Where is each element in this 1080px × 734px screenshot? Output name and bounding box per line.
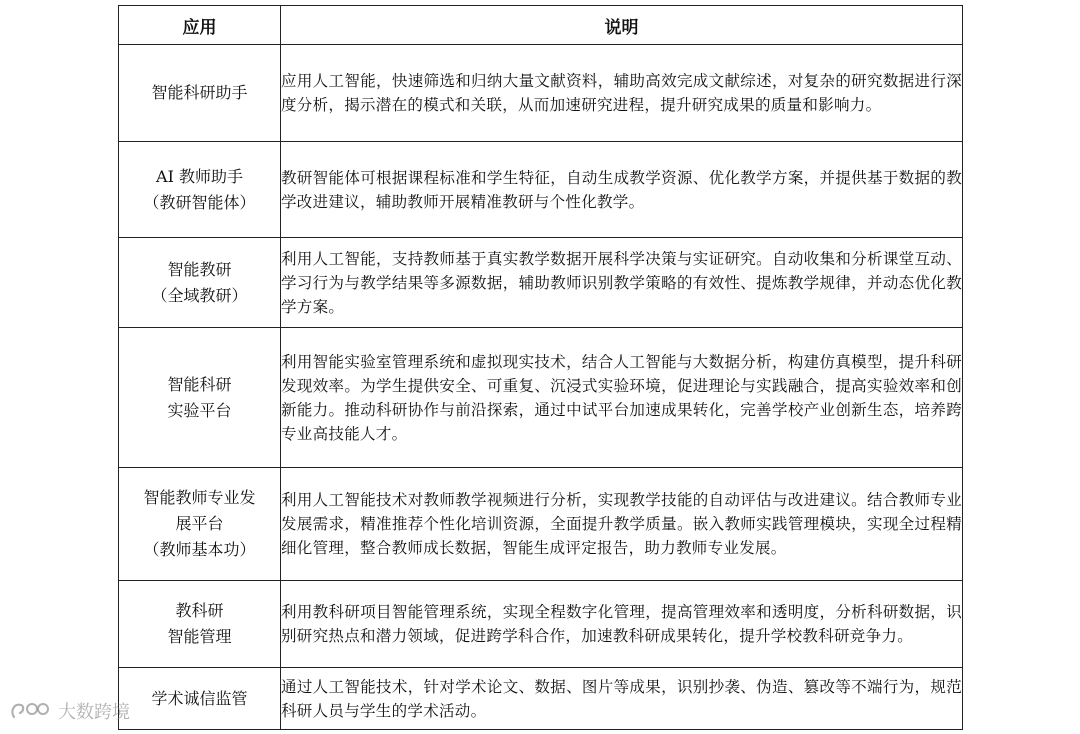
table-row: [119, 238, 963, 328]
application-name: 智能教师专业发 展平台 （教师基本功）: [119, 468, 281, 581]
application-name: 教科研 智能管理: [119, 581, 281, 668]
application-description: 利用人工智能技术对教师教学视频进行分析，实现教学技能的自动评估与改进建议。结合教师专业发展需求，精准推荐个性化培训资源，全面提升教学质量。嵌入教师实践管理模块，实现全过程精细化管理，整合教师成长数据，智能生成评定报告，助力教师专业发展。: [281, 468, 963, 581]
dashuju-logo-icon: [8, 699, 52, 723]
application-name: 学术诚信监管: [119, 668, 281, 730]
watermark-text: 大数跨境: [58, 702, 130, 723]
applications-table: [118, 5, 963, 730]
application-name: 智能科研助手: [119, 45, 281, 142]
application-name: 智能科研 实验平台: [119, 328, 281, 468]
application-description: 教研智能体可根据课程标准和学生特征，自动生成教学资源、优化教学方案，并提供基于数据的教学改进建议，辅助教师开展精准教研与个性化教学。: [281, 142, 963, 238]
application-description: 应用人工智能，快速筛选和归纳大量文献资料，辅助高效完成文献综述，对复杂的研究数据进行深度分析，揭示潜在的模式和关联，从而加速研究进程，提升研究成果的质量和影响力。: [281, 45, 963, 142]
application-description: 通过人工智能技术，针对学术论文、数据、图片等成果，识别抄袭、伪造、篡改等不端行为，规范科研人员与学生的学术活动。: [281, 668, 963, 730]
application-description: 利用人工智能，支持教师基于真实教学数据开展科学决策与实证研究。自动收集和分析课堂互动、学习行为与教学结果等多源数据，辅助教师识别教学策略的有效性、提炼教学规律，并动态优化教学方案。: [281, 238, 963, 328]
application-name: AI 教师助手 （教研智能体）: [119, 142, 281, 238]
application-name: 智能教研 （全域教研）: [119, 238, 281, 328]
header-row: [119, 6, 963, 45]
table-row: [119, 328, 963, 468]
table-row: [119, 142, 963, 238]
table-row: [119, 668, 963, 730]
table-row: [119, 45, 963, 142]
header-description: 说明: [281, 6, 963, 45]
watermark: [8, 698, 130, 724]
application-description: 利用智能实验室管理系统和虚拟现实技术，结合人工智能与大数据分析，构建仿真模型，提升科研发现效率。为学生提供安全、可重复、沉浸式实验环境，促进理论与实践融合，提高实验效率和创新能力。推动科研协作与前沿探索，通过中试平台加速成果转化，完善学校产业创新生态，培养跨专业高技能人才。: [281, 328, 963, 468]
header-application: 应用: [119, 6, 281, 45]
table-row: [119, 468, 963, 581]
application-description: 利用教科研项目智能管理系统，实现全程数字化管理，提高管理效率和透明度，分析科研数据，识别研究热点和潜力领域，促进跨学科合作，加速教科研成果转化，提升学校教科研竞争力。: [281, 581, 963, 668]
table-row: [119, 581, 963, 668]
